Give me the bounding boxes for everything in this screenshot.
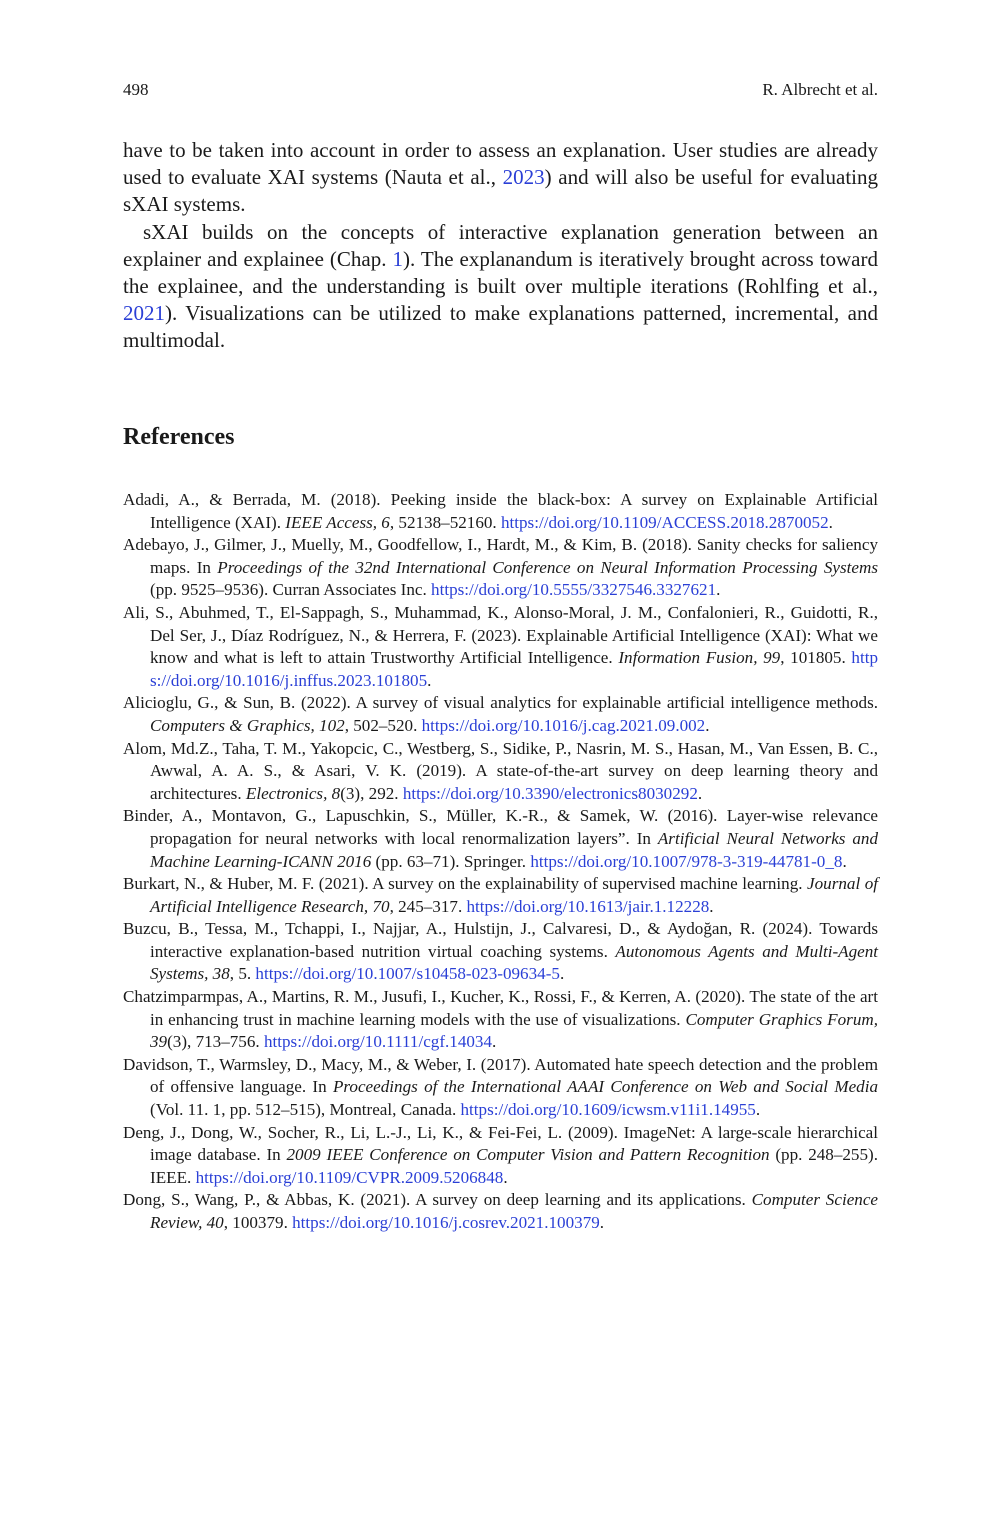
reference-venue: Computer Science Review, 40 (150, 1190, 878, 1232)
reference-text: Deng, J., Dong, W., Socher, R., Li, L.-J., Li, K., & Fei-Fei, L. (2009). ImageNet: A large-scale hierarchical image database. In (123, 1122, 878, 1165)
reference-list (123, 489, 878, 1235)
reference-details: , 245–317. (389, 896, 467, 916)
reference-details: , 52138–52160. (389, 512, 501, 532)
text-run: have to be taken into account in order to assess an explanation. User studies are already used to evaluate XAI systems (Nauta et al., (123, 138, 878, 190)
reference-details: (pp. 248–255). IEEE. (150, 1145, 878, 1187)
paragraph-2 (123, 219, 878, 355)
reference-details: , 100379. (223, 1213, 293, 1232)
reference-venue: Autonomous Agents and Multi-Agent Systems, 38 (150, 941, 879, 984)
reference-text: Adadi, A., & Berrada, M. (2018). Peeking inside the black-box: A survey on Explainable Artificial Intelligence (XAI). (123, 490, 878, 532)
reference-venue: Information Fusion, 99 (618, 648, 781, 668)
reference-details: (3), 292. (340, 783, 403, 803)
doi-link[interactable]: https://doi.org/10.1613/jair.1.12228 (466, 896, 710, 916)
reference-text: Dong, S., Wang, P., & Abbas, K. (2021). A survey on deep learning and its applications. (123, 1190, 752, 1210)
reference-period: . (755, 1100, 761, 1120)
doi-link[interactable]: https://doi.org/10.1016/j.cag.2021.09.002 (421, 715, 706, 735)
running-head-authors: R. Albrecht et al. (762, 80, 878, 99)
reference-venue: Artificial Neural Networks and Machine Learning-ICANN 2016 (150, 828, 879, 871)
reference-details: (Vol. 11. 1, pp. 512–515), Montreal, Canada. (150, 1100, 461, 1120)
doi-link[interactable]: https://doi.org/10.3390/electronics8030292 (402, 783, 698, 803)
reference-text: Burkart, N., & Huber, M. F. (2021). A survey on the explainability of supervised machine learning. (123, 874, 808, 894)
reference-entry (123, 986, 878, 1054)
reference-entry (123, 489, 878, 534)
reference-period: . (492, 1032, 497, 1052)
reference-text: Ali, S., Abuhmed, T., El-Sappagh, S., Muhammad, K., Alonso-Moral, J. M., Confalonieri, R., Guidotti, R., Del Ser, J., Díaz Rodríguez, N., & Herrera, F. (2023). Explainable Artificial Intelligence (XAI): What we know and what is left to attain Trustworthy Artificial Intelligence. (123, 602, 878, 668)
reference-entry (123, 738, 878, 806)
reference-text: Adebayo, J., Gilmer, J., Muelly, M., Goodfellow, I., Hardt, M., & Kim, B. (2018). Sanity checks for saliency maps. In (123, 535, 878, 577)
doi-link[interactable]: https://doi.org/10.1007/s10458-023-09634-5 (255, 964, 560, 984)
doi-link[interactable]: https://doi.org/10.1109/ACCESS.2018.2870052 (500, 512, 829, 532)
running-header (123, 80, 878, 104)
reference-period: . (705, 715, 710, 735)
reference-venue: Proceedings of the 32nd International Conference on Neural Information Processing Systems (217, 557, 878, 577)
reference-details: , 5. (229, 964, 256, 984)
reference-venue: 2009 IEEE Conference on Computer Vision and Pattern Recognition (286, 1145, 770, 1165)
reference-period: . (599, 1213, 605, 1232)
reference-period: . (559, 964, 565, 984)
reference-details: (3), 713–756. (167, 1032, 264, 1052)
reference-text: Alom, Md.Z., Taha, T. M., Yakopcic, C., Westberg, S., Sidike, P., Nasrin, M. S., Hasan, M., Van Essen, B. C., Awwal, A. A. S., & Asari, V. K. (2019). A state-of-the-art survey on deep learning theory and architectures. (123, 738, 878, 803)
reference-period: . (697, 783, 703, 803)
reference-period: . (427, 670, 432, 690)
reference-entry (123, 692, 878, 737)
reference-venue: Journal of Artificial Intelligence Research, 70 (150, 874, 878, 916)
reference-entry (123, 602, 878, 692)
doi-link[interactable]: https://doi.org/10.1016/j.inffus.2023.101805 (150, 648, 879, 690)
reference-entry (123, 873, 878, 918)
doi-link[interactable]: https://doi.org/10.1109/CVPR.2009.5206848 (195, 1167, 504, 1187)
text-run: ). Visualizations can be utilized to make explanations patterned, incremental, and multimodal. (123, 301, 878, 353)
citation-link-nauta-2023[interactable]: 2023 (502, 165, 545, 190)
reference-entry (123, 534, 878, 602)
doi-link[interactable]: https://doi.org/10.5555/3327546.3327621 (431, 580, 717, 600)
reference-details: (pp. 9525–9536). Curran Associates Inc. (150, 580, 432, 600)
reference-details: , 502–520. (344, 715, 422, 735)
reference-entry (123, 918, 878, 986)
text-run: sXAI builds on the concepts of interactive explanation generation between an explainer and explainee (Chap. (123, 219, 878, 271)
page-number: 498 (123, 80, 149, 99)
doi-link[interactable]: https://doi.org/10.1111/cgf.14034 (263, 1032, 493, 1052)
references-heading: References (123, 424, 235, 450)
reference-entry (123, 1054, 878, 1122)
text-run: ). The explanandum is iteratively brought across toward the explainee, and the understanding is built over multiple iterations (Rohlfing et al., (123, 246, 878, 299)
reference-period: . (503, 1167, 508, 1187)
reference-text: Davidson, T., Warmsley, D., Macy, M., & Weber, I. (2017). Automated hate speech detection and the problem of offensive language. In (123, 1054, 878, 1097)
reference-venue: Electronics, 8 (245, 783, 341, 803)
reference-period: . (828, 512, 833, 532)
reference-text: Buzcu, B., Tessa, M., Tchappi, I., Najjar, A., Hulstijn, J., Calvaresi, D., & Aydoğan, R. (2024). Towards interactive explanation-based nutrition virtual coaching systems. (123, 919, 878, 961)
doi-link[interactable]: https://doi.org/10.1007/978-3-319-44781-0_8 (530, 851, 843, 871)
reference-entry (123, 805, 878, 873)
reference-period: . (716, 580, 721, 600)
reference-text: Alicioglu, G., & Sun, B. (2022). A survey of visual analytics for explainable artificial intelligence methods. (123, 693, 878, 713)
reference-period: . (842, 851, 847, 871)
citation-link-rohlfing-2021[interactable]: 2021 (123, 301, 165, 326)
reference-venue: Computer Graphics Forum, 39 (150, 1009, 878, 1052)
body-text (123, 137, 878, 355)
reference-entry (123, 1122, 878, 1190)
chapter-link-1[interactable]: 1 (392, 246, 404, 271)
reference-text: Chatzimparmpas, A., Martins, R. M., Jusufi, I., Kucher, K., Rossi, F., & Kerren, A. (2020). The state of the art in enhancing trust in machine learning models with the use of visualizations. (123, 987, 878, 1029)
doi-link[interactable]: https://doi.org/10.1016/j.cosrev.2021.100379 (292, 1213, 600, 1232)
reference-venue: Computers & Graphics, 102 (150, 715, 345, 735)
reference-venue: Proceedings of the International AAAI Conference on Web and Social Media (332, 1077, 879, 1097)
reference-details: (pp. 63–71). Springer. (371, 851, 531, 871)
reference-details: , 101805. (780, 648, 852, 668)
reference-venue: IEEE Access, 6 (285, 512, 390, 532)
reference-entry (123, 1189, 878, 1234)
reference-period: . (709, 896, 714, 916)
text-run: ) and will also be useful for evaluating sXAI systems. (123, 165, 878, 217)
paragraph-1 (123, 137, 878, 219)
reference-text: Binder, A., Montavon, G., Lapuschkin, S., Müller, K.-R., & Samek, W. (2016). Layer-wise relevance propagation for neural networks with local renormalization layers”. In (123, 806, 878, 848)
doi-link[interactable]: https://doi.org/10.1609/icwsm.v11i1.14955 (460, 1100, 756, 1120)
